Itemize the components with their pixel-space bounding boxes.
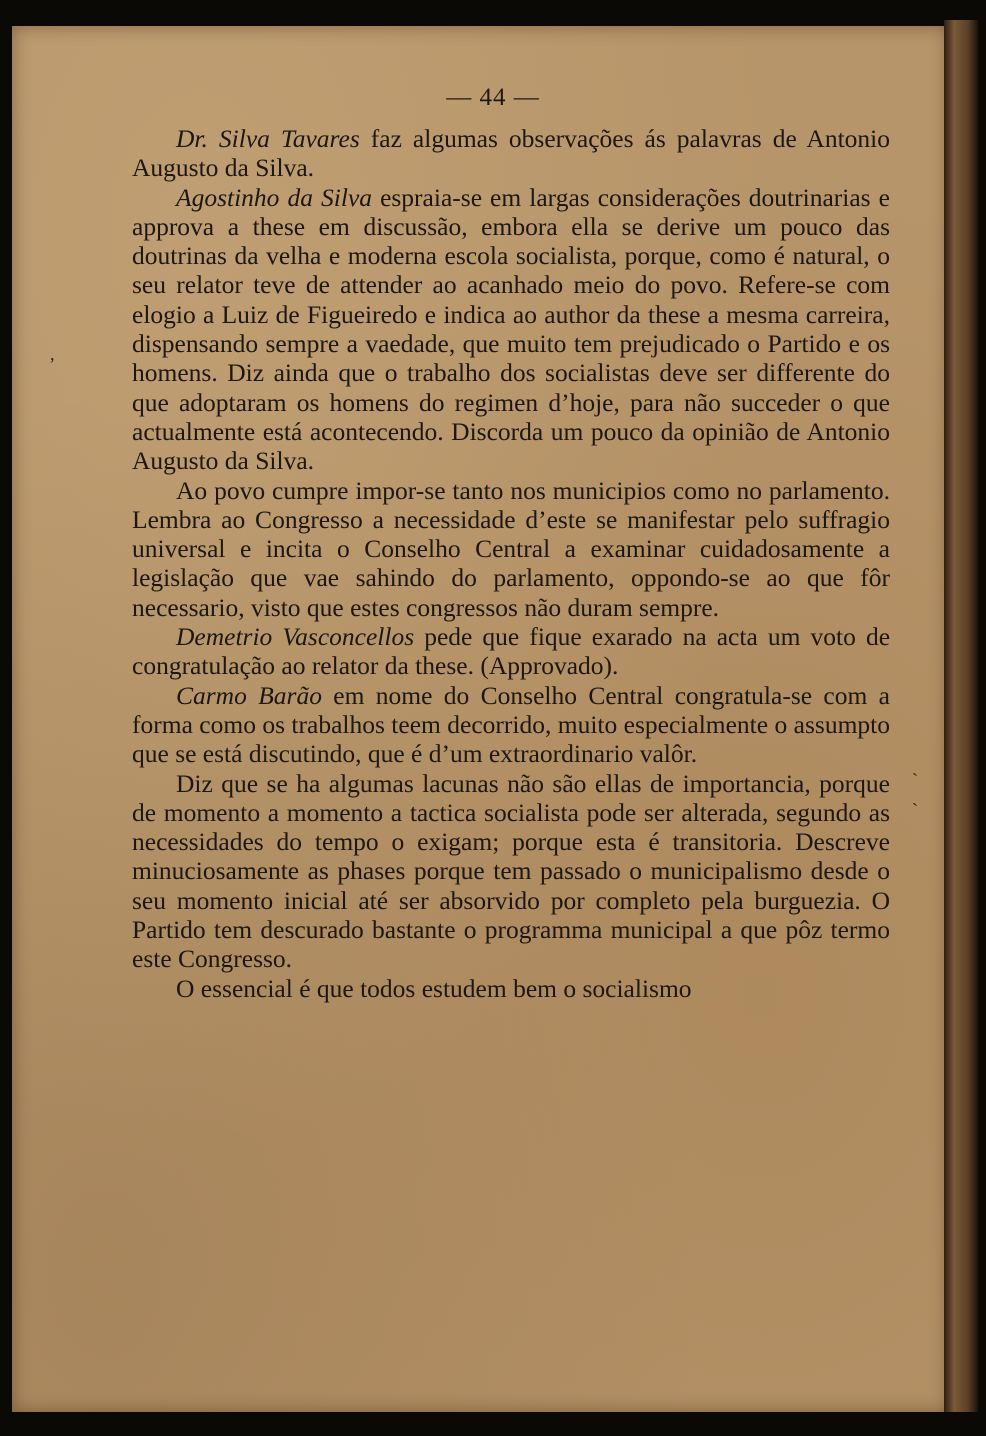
paragraph-text: Ao povo cumpre impor-se tanto nos municipios como no parlamento. Lembra ao Congresso a necessidade d’este se manifestar pelo suffragio universal e incita o Conselho Central a examinar cuidadosamente a legislação que vae sahindo do parlamento, oppondo-se ao que fôr necessario, visto que estes congressos não duram sempre. [132, 475, 890, 622]
page-edge [944, 20, 978, 1412]
paragraph-text: Diz que se ha algumas lacunas não são ellas de importancia, porque de momento a momento a tactica socialista pode ser alterada, segundo as necessidades do tempo o exigam; porque esta é transitoria. Descreve minuciosamente as phases porque tem passado o municipalismo desde o seu momento inicial até ser absorvido por completo pela burguezia. O Partido tem descurado bastante o programma municipal a que pôz termo este Congresso. [132, 768, 890, 974]
paragraph-6 [132, 769, 890, 974]
margin-speck: , [50, 344, 55, 364]
speaker-name: Dr. Silva Tavares [176, 124, 360, 153]
margin-speck: ` [912, 800, 918, 820]
speaker-name: Agostinho da Silva [176, 182, 373, 212]
paragraph-text: em nome do Conselho Central congratula-se com a forma como os trabalhos teem decorrido, muito especialmente o assumpto que se está discutindo, que é d’um extraordinario valôr. [132, 680, 890, 769]
paragraph-text: O essencial é que todos estudem bem o socialismo [176, 973, 692, 1003]
paragraph-text: espraia-se em largas considerações doutrinarias e approva a these em discussão, embora ella se derive um pouco das doutrinas da velha e moderna escola socialista, porque, como é natural, o seu relator teve de attender ao acanhado meio do povo. Refere-se com elogio a Luiz de Figueiredo e indica ao author da these a mesma carreira, dispensando sempre a vaedade, que muito tem prejudicado o Partido e os homens. Diz ainda que o trabalho dos socialistas deve ser differente do que adoptaram os homens do regimen d’hoje, para não succeder o que actualmente está acontecendo. Discorda um pouco da opinião de Antonio Augusto da Silva. [132, 182, 890, 476]
paragraph-7 [132, 974, 890, 1003]
paragraph-text: pede que fique exarado na acta um voto de congratulação ao relator da these. (Approvado). [132, 622, 891, 681]
body-text [132, 124, 890, 1003]
paragraph-1 [132, 124, 890, 183]
speaker-name: Demetrio Vasconcellos [176, 622, 415, 652]
paragraph-5 [132, 681, 890, 769]
paragraph-3 [132, 476, 890, 622]
speaker-name: Carmo Barão [176, 680, 322, 710]
paragraph-text: faz algumas observações ás palavras de Antonio Augusto da Silva. [132, 124, 890, 183]
margin-speck: ` [912, 770, 918, 790]
page-number: — 44 — [446, 84, 540, 111]
paragraph-2 [132, 183, 890, 476]
paragraph-4 [132, 622, 890, 681]
